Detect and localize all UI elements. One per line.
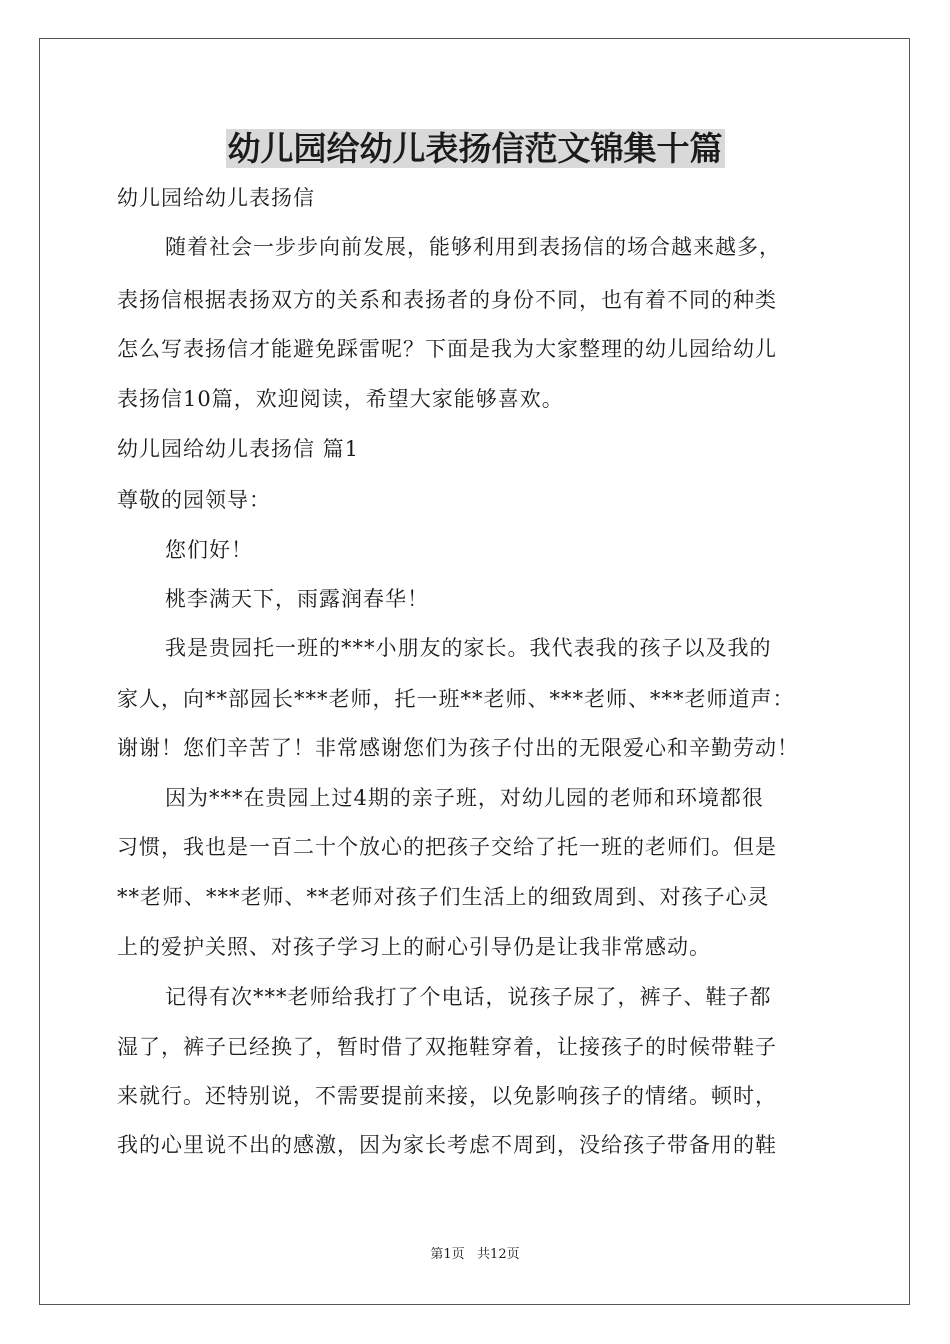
paragraph-line: 谢谢！您们辛苦了！非常感谢您们为孩子付出的无限爱心和辛勤劳动！ [117,736,799,760]
paragraph-line: 怎么写表扬信才能避免踩雷呢？下面是我为大家整理的幼儿园给幼儿 [117,337,777,361]
document-title [0,124,950,174]
paragraph-line: **老师、***老师、**老师对孩子们生活上的细致周到、对孩子心灵 [117,885,770,909]
paragraph-line: 我是贵园托一班的***小朋友的家长。我代表我的孩子以及我的 [165,636,772,660]
paragraph-line: 湿了，裤子已经换了，暂时借了双拖鞋穿着，让接孩子的时候带鞋子 [117,1035,777,1059]
paragraph-line: 记得有次***老师给我打了个电话，说孩子尿了，裤子、鞋子都 [165,985,772,1009]
paragraph-line: 习惯，我也是一百二十个放心的把孩子交给了托一班的老师们。但是 [117,835,777,859]
paragraph-line: 我的心里说不出的感激，因为家长考虑不周到，没给孩子带备用的鞋 [117,1133,777,1157]
paragraph-line: 上的爱护关照、对孩子学习上的耐心引导仍是让我非常感动。 [117,935,711,959]
paragraph-line: 表扬信10篇，欢迎阅读，希望大家能够喜欢。 [117,387,564,411]
page-footer: 第1页 共12页 [430,1247,520,1262]
paragraph-line: 表扬信根据表扬双方的关系和表扬者的身份不同，也有着不同的种类 [117,288,777,312]
paragraph-line: 随着社会一步步向前发展，能够利用到表扬信的场合越来越多， [165,235,781,259]
salutation: 尊敬的园领导： [117,488,271,512]
paragraph-line: 来就行。还特别说，不需要提前来接，以免影响孩子的情绪。顿时， [117,1084,777,1108]
paragraph-line: 因为***在贵园上过4期的亲子班，对幼儿园的老师和环境都很 [165,786,764,810]
paragraph-line: 桃李满天下，雨露润春华！ [165,587,429,611]
page-frame [39,38,910,1305]
paragraph-line: 家人，向**部园长***老师，托一班**老师、***老师、***老师道声： [117,687,795,711]
paragraph-line: 幼儿园给幼儿表扬信 [117,186,315,210]
greeting: 您们好！ [165,538,253,562]
section-heading: 幼儿园给幼儿表扬信 篇1 [117,437,360,461]
document-title-text: 幼儿园给幼儿表扬信范文锦集十篇 [227,129,723,168]
